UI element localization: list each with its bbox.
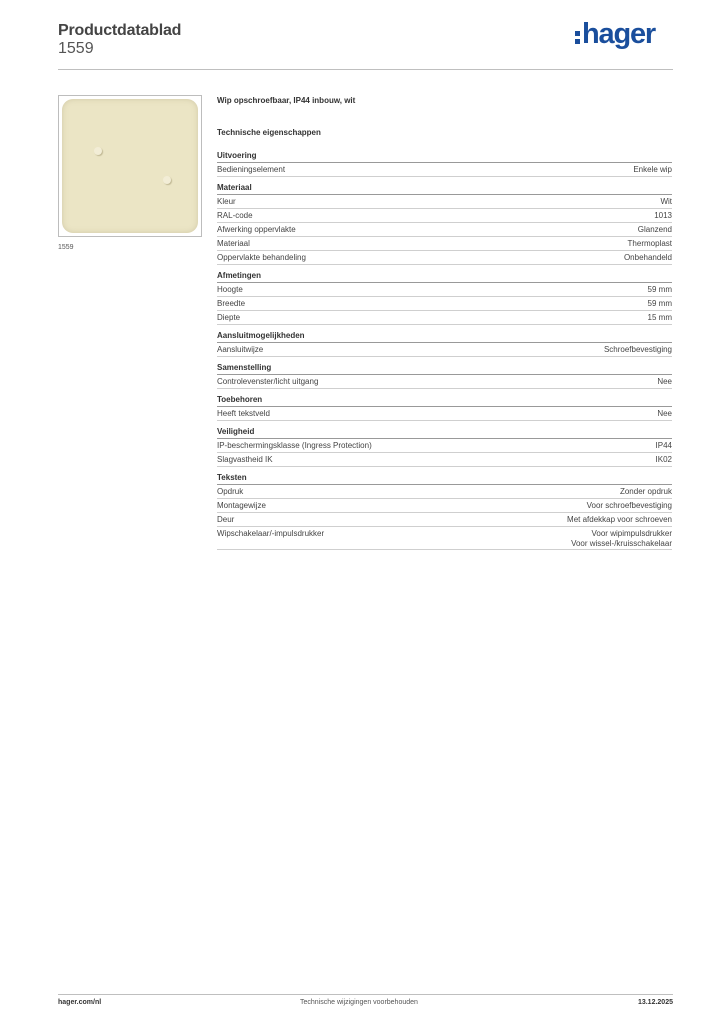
document-title: Productdatablad xyxy=(58,22,182,39)
spec-row xyxy=(217,297,672,311)
spec-label: Hoogte xyxy=(217,285,243,294)
spec-row xyxy=(217,223,672,237)
spec-section xyxy=(217,331,672,357)
spec-value: 15 mm xyxy=(647,313,672,322)
spec-value: 59 mm xyxy=(647,299,672,308)
spec-value: IK02 xyxy=(655,455,672,464)
spec-value: Onbehandeld xyxy=(623,253,672,262)
product-description: Wip opschroefbaar, IP44 inbouw, wit xyxy=(217,96,356,105)
spec-row xyxy=(217,485,672,499)
spec-section xyxy=(217,473,672,550)
footer-date: 13.12.2025 xyxy=(637,999,673,1006)
spec-value: Thermoplast xyxy=(627,239,672,248)
spec-label: Kleur xyxy=(217,197,236,206)
spec-value: 59 mm xyxy=(647,285,672,294)
spec-row xyxy=(217,311,672,325)
page-footer xyxy=(58,994,673,1010)
spec-label: Controlevenster/licht uitgang xyxy=(217,377,319,386)
spec-row xyxy=(217,499,672,513)
spec-label: Oppervlakte behandeling xyxy=(217,253,306,262)
section-title: Veiligheid xyxy=(217,427,672,439)
spec-row xyxy=(217,439,672,453)
footer-notice: Technische wijzigingen voorbehouden xyxy=(300,999,418,1006)
spec-row xyxy=(217,283,672,297)
spec-label: Materiaal xyxy=(217,239,250,248)
screw-icon xyxy=(163,176,171,184)
spec-row xyxy=(217,527,672,550)
footer-website[interactable]: hager.com/nl xyxy=(58,999,102,1006)
spec-label: Diepte xyxy=(217,313,241,322)
spec-value: Nee xyxy=(657,409,672,418)
hager-logo xyxy=(575,18,655,51)
spec-row xyxy=(217,375,672,389)
section-title: Samenstelling xyxy=(217,363,672,375)
spec-value: 1013 xyxy=(654,211,672,220)
section-title: Aansluitmogelijkheden xyxy=(217,331,672,343)
spec-section xyxy=(217,395,672,421)
spec-label: Montagewijze xyxy=(217,501,266,510)
product-image xyxy=(58,95,202,237)
spec-value: Enkele wip xyxy=(633,165,672,174)
spec-label: Opdruk xyxy=(217,487,244,496)
spec-value: Nee xyxy=(657,377,672,386)
spec-label: Bedieningselement xyxy=(217,165,286,174)
screw-icon xyxy=(94,147,102,155)
section-title: Uitvoering xyxy=(217,151,672,163)
spec-section xyxy=(217,427,672,467)
spec-label: Aansluitwijze xyxy=(217,345,264,354)
spec-section xyxy=(217,183,672,265)
spec-label: Afwerking oppervlakte xyxy=(217,225,296,234)
product-number: 1559 xyxy=(58,40,94,57)
spec-label: IP-beschermingsklasse (Ingress Protection) xyxy=(217,441,372,450)
spec-value: Wit xyxy=(660,197,672,206)
spec-value: Zonder opdruk xyxy=(619,487,672,496)
spec-value: Glanzend xyxy=(637,225,672,234)
spec-label: RAL-code xyxy=(217,211,253,220)
section-title: Materiaal xyxy=(217,183,672,195)
logo-dots-icon xyxy=(575,31,580,44)
spec-row xyxy=(217,513,672,527)
spec-row xyxy=(217,343,672,357)
spec-value: IP44 xyxy=(655,441,672,450)
section-title: Teksten xyxy=(217,473,672,485)
spec-value: Schroefbevestiging xyxy=(603,345,672,354)
spec-label: Slagvastheid IK xyxy=(217,455,273,464)
section-title: Afmetingen xyxy=(217,271,672,283)
spec-label: Wipschakelaar/-impulsdrukker xyxy=(217,529,325,538)
specs-heading: Technische eigenschappen xyxy=(217,128,321,137)
page-header xyxy=(58,18,673,70)
spec-section xyxy=(217,363,672,389)
spec-row xyxy=(217,237,672,251)
switch-plate-image xyxy=(62,99,198,233)
spec-value: Voor wipimpulsdrukker Voor wissel-/kruisschakelaar xyxy=(571,529,672,548)
spec-value: Voor schroefbevestiging xyxy=(586,501,672,510)
logo-text: hager xyxy=(582,18,655,50)
spec-row xyxy=(217,209,672,223)
spec-value: Met afdekkap voor schroeven xyxy=(567,515,672,524)
spec-row xyxy=(217,163,672,177)
spec-row xyxy=(217,453,672,467)
section-title: Toebehoren xyxy=(217,395,672,407)
spec-row xyxy=(217,251,672,265)
spec-label: Deur xyxy=(217,515,235,524)
spec-label: Breedte xyxy=(217,299,246,308)
spec-sections xyxy=(217,151,672,550)
spec-section xyxy=(217,151,672,177)
spec-row xyxy=(217,407,672,421)
spec-content xyxy=(217,96,672,550)
spec-label: Heeft tekstveld xyxy=(217,409,270,418)
image-caption: 1559 xyxy=(58,244,74,251)
spec-row xyxy=(217,195,672,209)
spec-section xyxy=(217,271,672,325)
